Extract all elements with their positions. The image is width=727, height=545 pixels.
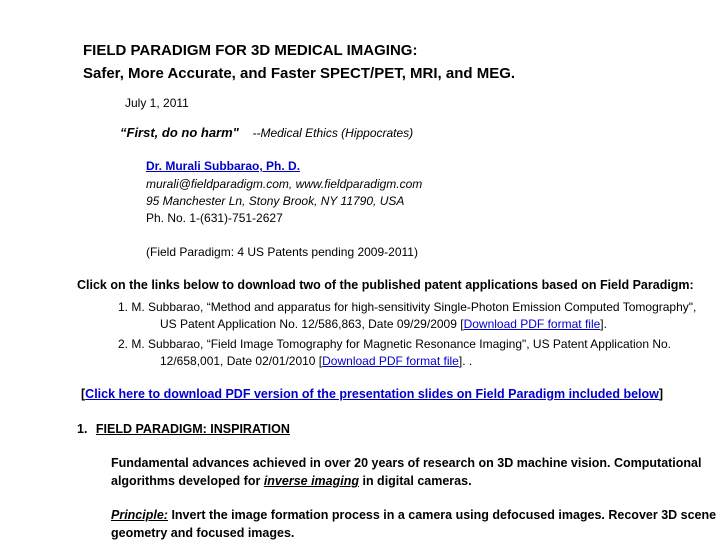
patent-item-1-suffix: ]. bbox=[600, 317, 607, 331]
section-1-para1-line1: Fundamental advances achieved in over 20 years of research on 3D machine vision. Computational bbox=[111, 456, 702, 470]
patent-item-1-line1: 1. M. Subbarao, “Method and apparatus for high-sensitivity Single-Photon Emission Computed Tomography", bbox=[118, 300, 697, 314]
patents-note: (Field Paradigm: 4 US Patents pending 2009-2011) bbox=[146, 245, 418, 259]
principle-label: Principle: bbox=[111, 508, 168, 522]
date: July 1, 2011 bbox=[125, 96, 189, 110]
section-1-para1-line2 bbox=[111, 474, 472, 488]
para1-suffix: in digital cameras. bbox=[359, 474, 472, 488]
patent-item-1-line2 bbox=[160, 317, 607, 331]
author-name-link[interactable]: Dr. Murali Subbarao, Ph. D. bbox=[146, 159, 301, 173]
section-1-title: FIELD PARADIGM: INSPIRATION bbox=[95, 422, 290, 436]
principle-text: Invert the image formation process in a camera using defocused images. Recover 3D scene bbox=[167, 508, 717, 522]
slides-download-line bbox=[81, 387, 663, 401]
section-1-heading bbox=[77, 422, 290, 436]
section-1-number: 1. bbox=[77, 422, 88, 436]
patent-item-1-text: US Patent Application No. 12/586,863, Date 09/29/2009 [ bbox=[160, 317, 464, 331]
patent-item-2-line2 bbox=[160, 354, 472, 368]
author-phone: Ph. No. 1-(631)-751-2627 bbox=[146, 211, 283, 225]
page-subtitle: Safer, More Accurate, and Faster SPECT/PET, MRI, and MEG. bbox=[83, 65, 516, 82]
page-title: FIELD PARADIGM FOR 3D MEDICAL IMAGING: bbox=[83, 42, 418, 59]
author-contact: murali@fieldparadigm.com, www.fieldparadigm.com bbox=[146, 177, 423, 191]
principle-line2: geometry and focused images. bbox=[111, 526, 295, 540]
quote-attribution: --Medical Ethics (Hippocrates) bbox=[252, 126, 414, 140]
patent-item-2-line1: 2. M. Subbarao, “Field Image Tomography for Magnetic Resonance Imaging", US Patent Application No. bbox=[118, 337, 672, 351]
downloads-intro: Click on the links below to download two of the published patent applications based on Field Paradigm: bbox=[77, 278, 694, 292]
download-pdf-link-1[interactable]: Download PDF format file bbox=[463, 317, 601, 331]
principle-line1 bbox=[111, 508, 716, 522]
slides-bracket-close: ] bbox=[658, 387, 664, 401]
quote-line bbox=[120, 125, 413, 140]
author-address: 95 Manchester Ln, Stony Brook, NY 11790, USA bbox=[146, 194, 405, 208]
download-pdf-link-2[interactable]: Download PDF format file bbox=[322, 354, 459, 368]
patent-item-2-suffix: ]. . bbox=[458, 354, 473, 368]
inverse-imaging-emphasis: inverse imaging bbox=[263, 474, 359, 488]
slides-bracket-open: [ bbox=[81, 387, 86, 401]
slides-download-link[interactable]: Click here to download PDF version of the presentation slides on Field Paradigm included below bbox=[85, 387, 659, 401]
para1-text: algorithms developed for bbox=[111, 474, 264, 488]
quote-text: “First, do no harm" bbox=[120, 125, 239, 140]
patent-item-2-text: 12/658,001, Date 02/01/2010 [ bbox=[160, 354, 323, 368]
